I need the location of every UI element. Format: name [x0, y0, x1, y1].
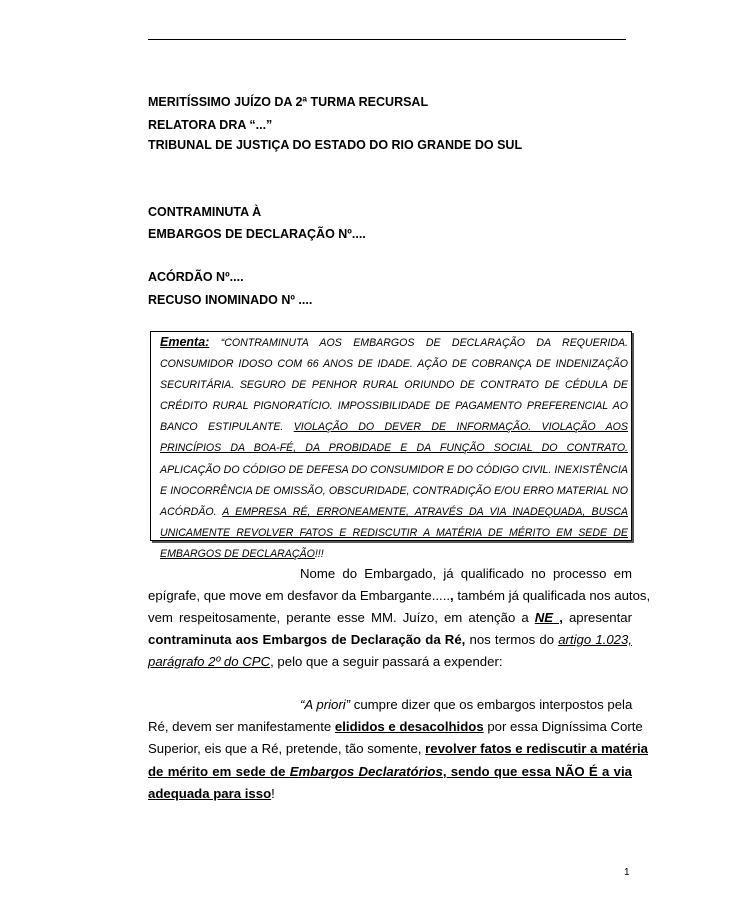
ementa-line: CRÉDITO RURAL PIGNORATÍCIO. IMPOSSIBILIDADE DE PAGAMENTO PREFERENCIAL AO — [160, 400, 628, 412]
paragraph-2-line: Superior, eis que a Ré, pretende, tão somente, revolver fatos e rediscutir a matéria — [148, 741, 648, 756]
ementa-line: CONSUMIDOR IDOSO COM 66 ANOS DE IDADE. AÇÃO DE COBRANÇA DE INDENIZAÇÃO — [160, 358, 628, 370]
ementa-line: Ementa: “CONTRAMINUTA AOS EMBARGOS DE DECLARAÇÃO DA REQUERIDA. — [160, 335, 628, 349]
court-header-line-1: MERITÍSSIMO JUÍZO DA 2ª TURMA RECURSAL — [148, 95, 429, 109]
document-title-line-1: CONTRAMINUTA À — [148, 205, 262, 219]
top-rule — [148, 39, 626, 40]
ementa-line: E INOCORRÊNCIA DE OMISSÃO, OBSCURIDADE, CONTRADIÇÃO E/OU ERRO MATERIAL NO — [160, 485, 628, 497]
document-title-line-2: EMBARGOS DE DECLARAÇÃO Nº.... — [148, 227, 366, 241]
court-header-line-3: TRIBUNAL DE JUSTIÇA DO ESTADO DO RIO GRANDE DO SUL — [148, 138, 523, 152]
ementa-line: SECURITÁRIA. SEGURO DE PENHOR RURAL ORIUNDO DE CONTRATO DE CÉDULA DE — [160, 379, 628, 391]
paragraph-1-line: epígrafe, que move em desfavor da Embargante....., também já qualificada nos autos, — [148, 588, 651, 603]
ementa-label: Ementa: — [160, 335, 210, 349]
ementa-line: EMBARGOS DE DECLARAÇÃO!!! — [160, 548, 324, 560]
page-number: 1 — [624, 867, 630, 878]
ementa-line: APLICAÇÃO DO CÓDIGO DE DEFESA DO CONSUMIDOR E DO CÓDIGO CIVIL. INEXISTÊNCIA — [160, 464, 628, 476]
paragraph-2-line: adequada para isso! — [148, 786, 275, 801]
acordao-number: ACÓRDÃO Nº.... — [148, 270, 244, 284]
paragraph-1-line: parágrafo 2º do CPC, pelo que a seguir passará a expender: — [148, 654, 503, 669]
paragraph-1-line: contraminuta aos Embargos de Declaração da Ré, nos termos do artigo 1.023, — [148, 632, 632, 647]
court-header-line-2: RELATORA DRA “...” — [148, 118, 273, 132]
paragraph-2-line: “A priori” cumpre dizer que os embargos interpostos pela — [300, 697, 633, 712]
recurso-number: RECUSO INOMINADO Nº .... — [148, 293, 313, 307]
ementa-line: ACÓRDÃO. A EMPRESA RÉ, ERRONEAMENTE, ATRAVÉS DA VIA INADEQUADA, BUSCA — [160, 506, 628, 518]
paragraph-2-line: Ré, devem ser manifestamente elididos e desacolhidos por essa Digníssima Corte — [148, 719, 643, 734]
paragraph-1-line: vem respeitosamente, perante esse MM. Juízo, em atenção a NE , apresentar — [148, 610, 632, 625]
paragraph-2-line: de mérito em sede de Embargos Declaratórios, sendo que essa NÃO É a via — [148, 764, 632, 779]
ementa-line: BANCO ESTIPULANTE. VIOLAÇÃO DO DEVER DE INFORMAÇÃO. VIOLAÇÃO AOS — [160, 421, 628, 433]
paragraph-1-line: Nome do Embargado, já qualificado no processo em — [300, 566, 632, 581]
ementa-line: PRINCÍPIOS DA BOA-FÉ, DA PROBIDADE E DA FUNÇÃO SOCIAL DO CONTRATO. — [160, 442, 628, 454]
ementa-line: UNICAMENTE REVOLVER FATOS E REDISCUTIR A MATÉRIA DE MÉRITO EM SEDE DE — [160, 527, 628, 539]
